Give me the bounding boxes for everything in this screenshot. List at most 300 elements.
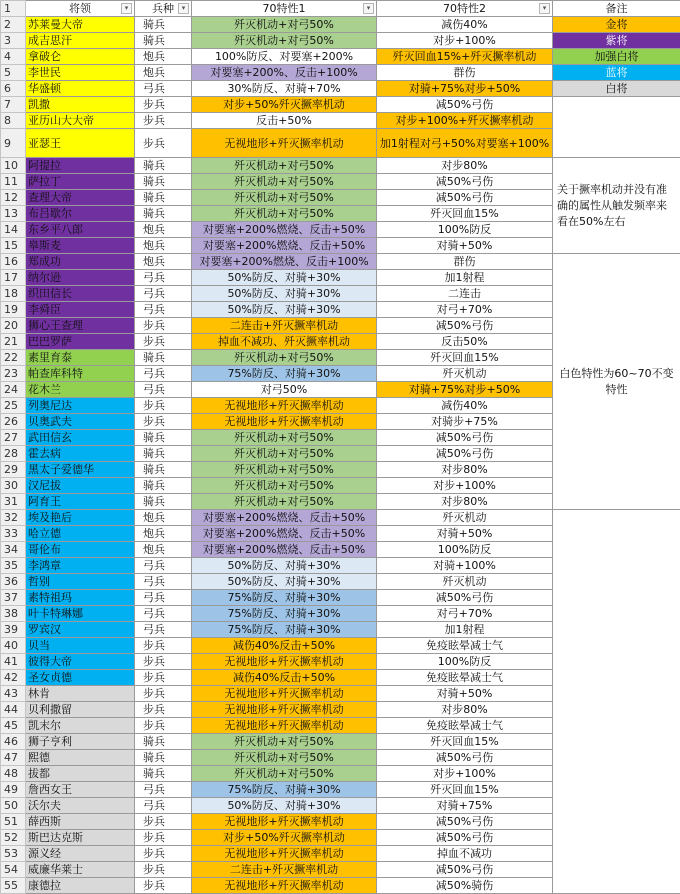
trait1-cell[interactable]: 掉血不减功、歼灭撅率机动 [192, 334, 377, 350]
table-row [1, 158, 680, 174]
row-number: 1 [1, 1, 26, 17]
general-name-cell[interactable]: 李世民 [26, 65, 135, 81]
troop-type-cell[interactable]: 步兵 [135, 638, 192, 654]
table-row [1, 81, 680, 97]
troop-type-cell[interactable]: 弓兵 [135, 286, 192, 302]
trait1-cell[interactable]: 75%防反、对骑+30% [192, 782, 377, 798]
row-number: 6 [1, 81, 26, 97]
general-name-cell[interactable]: 熙德 [26, 750, 135, 766]
trait1-cell[interactable]: 无视地形+歼灭撅率机动 [192, 702, 377, 718]
troop-type-cell[interactable]: 骑兵 [135, 462, 192, 478]
troop-type-cell[interactable]: 弓兵 [135, 270, 192, 286]
trait2-cell[interactable]: 加1射程对弓+50%对要塞+100% [377, 129, 553, 158]
general-name-cell[interactable]: 李鸿章 [26, 558, 135, 574]
trait2-cell[interactable]: 对骑+50% [377, 686, 553, 702]
trait2-cell[interactable]: 对骑+75%对步+50% [377, 81, 553, 97]
troop-type-cell[interactable]: 步兵 [135, 334, 192, 350]
general-name-cell[interactable]: 哈立德 [26, 526, 135, 542]
trait2-cell[interactable]: 反击50% [377, 334, 553, 350]
trait2-cell[interactable]: 100%防反 [377, 222, 553, 238]
filter-dropdown-icon[interactable]: ▾ [539, 3, 550, 14]
trait1-cell[interactable]: 无视地形+歼灭撅率机动 [192, 686, 377, 702]
table-row [1, 17, 680, 33]
trait1-cell[interactable]: 无视地形+歼灭撅率机动 [192, 814, 377, 830]
trait1-cell[interactable]: 无视地形+歼灭撅率机动 [192, 654, 377, 670]
trait1-cell[interactable]: 歼灭机动+对弓50% [192, 430, 377, 446]
trait1-cell[interactable]: 75%防反、对骑+30% [192, 590, 377, 606]
troop-type-cell[interactable]: 步兵 [135, 846, 192, 862]
general-name-cell[interactable]: 叶卡特琳娜 [26, 606, 135, 622]
trait1-cell[interactable]: 50%防反、对骑+30% [192, 574, 377, 590]
legend-cell[interactable]: 白将 [553, 81, 680, 97]
filter-dropdown-icon[interactable]: ▾ [363, 3, 374, 14]
trait1-cell[interactable]: 歼灭机动+对弓50% [192, 190, 377, 206]
troop-type-cell[interactable]: 炮兵 [135, 238, 192, 254]
troop-type-cell[interactable]: 弓兵 [135, 81, 192, 97]
row-number: 50 [1, 798, 26, 814]
general-name-cell[interactable]: 罗宾汉 [26, 622, 135, 638]
trait2-cell[interactable]: 对步80% [377, 702, 553, 718]
row-number: 33 [1, 526, 26, 542]
row-number: 45 [1, 718, 26, 734]
trait2-cell[interactable]: 对骑+100% [377, 558, 553, 574]
general-name-cell[interactable]: 沃尔夫 [26, 798, 135, 814]
row-number: 27 [1, 430, 26, 446]
general-name-cell[interactable]: 哲别 [26, 574, 135, 590]
general-name-cell[interactable]: 康德拉 [26, 878, 135, 894]
general-name-cell[interactable]: 拿破仑 [26, 49, 135, 65]
row-number: 40 [1, 638, 26, 654]
trait1-cell[interactable]: 歼灭机动+对弓50% [192, 462, 377, 478]
row-number: 26 [1, 414, 26, 430]
troop-type-cell[interactable]: 步兵 [135, 862, 192, 878]
row-number: 46 [1, 734, 26, 750]
trait1-cell[interactable]: 无视地形+歼灭撅率机动 [192, 718, 377, 734]
trait2-cell[interactable]: 免疫眩晕减士气 [377, 670, 553, 686]
trait1-cell[interactable]: 歼灭机动+对弓50% [192, 494, 377, 510]
row-number: 10 [1, 158, 26, 174]
general-name-cell[interactable]: 列奥尼达 [26, 398, 135, 414]
trait1-cell[interactable]: 无视地形+歼灭撅率机动 [192, 398, 377, 414]
trait2-cell[interactable]: 歼灭机动 [377, 366, 553, 382]
trait1-cell[interactable]: 50%防反、对骑+30% [192, 302, 377, 318]
troop-type-cell[interactable]: 弓兵 [135, 382, 192, 398]
row-number: 23 [1, 366, 26, 382]
row-number: 9 [1, 129, 26, 158]
trait1-cell[interactable]: 减伤40%反击+50% [192, 638, 377, 654]
row-number: 36 [1, 574, 26, 590]
trait1-cell[interactable]: 75%防反、对骑+30% [192, 366, 377, 382]
general-name-cell[interactable]: 东乡平八郎 [26, 222, 135, 238]
trait2-cell[interactable]: 免疫眩晕减士气 [377, 718, 553, 734]
trait1-cell[interactable]: 75%防反、对骑+30% [192, 622, 377, 638]
trait2-cell[interactable]: 减50%弓伤 [377, 190, 553, 206]
trait2-cell[interactable]: 对步+100% [377, 33, 553, 49]
trait1-cell[interactable]: 减伤40%反击+50% [192, 670, 377, 686]
trait1-cell[interactable]: 100%防反、对要塞+200% [192, 49, 377, 65]
trait2-cell[interactable]: 对骑+75% [377, 798, 553, 814]
row-number: 48 [1, 766, 26, 782]
general-name-cell[interactable]: 凯撒 [26, 97, 135, 113]
general-name-cell[interactable]: 圣女贞德 [26, 670, 135, 686]
trait2-cell[interactable]: 减50%弓伤 [377, 430, 553, 446]
troop-type-cell[interactable]: 弓兵 [135, 606, 192, 622]
trait2-cell[interactable]: 对步+100% [377, 766, 553, 782]
trait1-cell[interactable]: 无视地形+歼灭撅率机动 [192, 129, 377, 158]
row-number: 43 [1, 686, 26, 702]
header-trait2[interactable] [377, 1, 553, 17]
row-number: 54 [1, 862, 26, 878]
row-number: 25 [1, 398, 26, 414]
general-name-cell[interactable]: 黑太子爱德华 [26, 462, 135, 478]
general-name-cell[interactable]: 詹西女王 [26, 782, 135, 798]
header-row [1, 1, 680, 17]
general-name-cell[interactable]: 彼得大帝 [26, 654, 135, 670]
general-name-cell[interactable]: 汉尼拔 [26, 478, 135, 494]
row-number: 37 [1, 590, 26, 606]
troop-type-cell[interactable]: 弓兵 [135, 302, 192, 318]
general-name-cell[interactable]: 郑成功 [26, 254, 135, 270]
troop-type-cell[interactable]: 骑兵 [135, 350, 192, 366]
row-number: 39 [1, 622, 26, 638]
trait2-cell[interactable]: 100%防反 [377, 654, 553, 670]
trait1-cell[interactable]: 二连击+歼灭撅率机动 [192, 862, 377, 878]
header-type[interactable] [135, 1, 192, 17]
table-row [1, 510, 680, 526]
trait2-cell[interactable]: 对步+100% [377, 478, 553, 494]
troop-type-cell[interactable]: 步兵 [135, 830, 192, 846]
trait1-cell[interactable]: 50%防反、对骑+30% [192, 270, 377, 286]
trait2-cell[interactable]: 歼灭回血15% [377, 734, 553, 750]
trait2-cell[interactable]: 对骑+75%对步+50% [377, 382, 553, 398]
troop-type-cell[interactable]: 骑兵 [135, 494, 192, 510]
troop-type-cell[interactable]: 弓兵 [135, 366, 192, 382]
general-name-cell[interactable]: 阿提拉 [26, 158, 135, 174]
trait2-cell[interactable]: 减伤40% [377, 398, 553, 414]
general-name-cell[interactable]: 纳尔逊 [26, 270, 135, 286]
troop-type-cell[interactable]: 步兵 [135, 670, 192, 686]
header-note-label: 备注 [606, 2, 628, 15]
row-number: 32 [1, 510, 26, 526]
legend-cell[interactable]: 紫将 [553, 33, 680, 49]
troop-type-cell[interactable]: 炮兵 [135, 222, 192, 238]
general-name-cell[interactable]: 皋斯麦 [26, 238, 135, 254]
troop-type-cell[interactable]: 步兵 [135, 129, 192, 158]
troop-type-cell[interactable]: 步兵 [135, 878, 192, 894]
general-name-cell[interactable]: 苏莱曼大帝 [26, 17, 135, 33]
row-number: 2 [1, 17, 26, 33]
row-number: 7 [1, 97, 26, 113]
troop-type-cell[interactable]: 骑兵 [135, 478, 192, 494]
note-white-trait-text: 白色特性为60~70不变特性 [555, 366, 678, 398]
row-number: 35 [1, 558, 26, 574]
troop-type-cell[interactable]: 弓兵 [135, 782, 192, 798]
table-row [1, 97, 680, 113]
trait1-cell[interactable]: 歼灭机动+对弓50% [192, 766, 377, 782]
general-name-cell[interactable]: 源义经 [26, 846, 135, 862]
troop-type-cell[interactable]: 步兵 [135, 686, 192, 702]
row-number: 34 [1, 542, 26, 558]
row-number: 13 [1, 206, 26, 222]
trait2-cell[interactable]: 歼灭回血15% [377, 782, 553, 798]
troop-type-cell[interactable]: 骑兵 [135, 750, 192, 766]
note-empty-cell[interactable] [553, 510, 680, 894]
troop-type-cell[interactable]: 炮兵 [135, 65, 192, 81]
trait2-cell[interactable]: 对骑+50% [377, 238, 553, 254]
row-number: 42 [1, 670, 26, 686]
note-empty-cell[interactable] [553, 97, 680, 158]
row-number: 38 [1, 606, 26, 622]
general-name-cell[interactable]: 素特祖玛 [26, 590, 135, 606]
trait2-cell[interactable]: 对步80% [377, 462, 553, 478]
general-name-cell[interactable]: 华盛顿 [26, 81, 135, 97]
header-trait1[interactable] [192, 1, 377, 17]
header-note[interactable] [553, 1, 680, 17]
header-type-label: 兵种 [152, 2, 174, 15]
trait2-cell[interactable]: 歼灭回血15%+歼灭撅率机动 [377, 49, 553, 65]
trait2-cell[interactable]: 对步+100%+歼灭撅率机动 [377, 113, 553, 129]
trait1-cell[interactable]: 歼灭机动+对弓50% [192, 33, 377, 49]
trait2-cell[interactable]: 二连击 [377, 286, 553, 302]
table-row [1, 33, 680, 49]
troop-type-cell[interactable]: 炮兵 [135, 49, 192, 65]
trait1-cell[interactable]: 对要塞+200%燃烧、反击+100% [192, 254, 377, 270]
troop-type-cell[interactable]: 骑兵 [135, 190, 192, 206]
trait2-cell[interactable]: 对弓+70% [377, 606, 553, 622]
trait2-cell[interactable]: 减50%弓伤 [377, 590, 553, 606]
trait2-cell[interactable]: 对弓+70% [377, 302, 553, 318]
trait1-cell[interactable]: 对要塞+200%燃烧、反击+50% [192, 526, 377, 542]
table-row [1, 65, 680, 81]
trait2-cell[interactable]: 减50%弓伤 [377, 814, 553, 830]
trait1-cell[interactable]: 歼灭机动+对弓50% [192, 206, 377, 222]
troop-type-cell[interactable]: 炮兵 [135, 526, 192, 542]
trait2-cell[interactable]: 减50%弓伤 [377, 830, 553, 846]
trait1-cell[interactable]: 无视地形+歼灭撅率机动 [192, 414, 377, 430]
trait2-cell[interactable]: 对步80% [377, 494, 553, 510]
trait1-cell[interactable]: 歼灭机动+对弓50% [192, 17, 377, 33]
general-name-cell[interactable]: 埃及艳后 [26, 510, 135, 526]
row-number: 3 [1, 33, 26, 49]
row-number: 12 [1, 190, 26, 206]
trait1-cell[interactable]: 50%防反、对骑+30% [192, 286, 377, 302]
troop-type-cell[interactable]: 骑兵 [135, 17, 192, 33]
general-name-cell[interactable]: 林肯 [26, 686, 135, 702]
troop-type-cell[interactable]: 骑兵 [135, 446, 192, 462]
table-row [1, 254, 680, 270]
row-number: 8 [1, 113, 26, 129]
trait2-cell[interactable]: 对骑步+75% [377, 414, 553, 430]
trait2-cell[interactable]: 减50%弓伤 [377, 174, 553, 190]
general-name-cell[interactable]: 凯末尔 [26, 718, 135, 734]
general-name-cell[interactable]: 萨拉丁 [26, 174, 135, 190]
trait2-cell[interactable]: 加1射程 [377, 270, 553, 286]
note-frequency-text: 关于撅率机动并没有准确的属性从触发频率来看在50%左右 [555, 182, 678, 230]
general-name-cell[interactable]: 拔都 [26, 766, 135, 782]
trait2-cell[interactable]: 群伤 [377, 254, 553, 270]
row-number: 31 [1, 494, 26, 510]
troop-type-cell[interactable]: 步兵 [135, 398, 192, 414]
trait1-cell[interactable]: 歼灭机动+对弓50% [192, 174, 377, 190]
troop-type-cell[interactable]: 步兵 [135, 97, 192, 113]
trait2-cell[interactable]: 减50%弓伤 [377, 862, 553, 878]
troop-type-cell[interactable]: 步兵 [135, 414, 192, 430]
trait1-cell[interactable]: 二连击+歼灭撅率机动 [192, 318, 377, 334]
row-number: 15 [1, 238, 26, 254]
filter-dropdown-icon[interactable]: ▾ [178, 3, 189, 14]
general-name-cell[interactable]: 巴巴罗萨 [26, 334, 135, 350]
troop-type-cell[interactable]: 步兵 [135, 814, 192, 830]
trait2-cell[interactable]: 加1射程 [377, 622, 553, 638]
general-name-cell[interactable]: 斯巴达克斯 [26, 830, 135, 846]
general-name-cell[interactable]: 阿育王 [26, 494, 135, 510]
trait1-cell[interactable]: 无视地形+歼灭撅率机动 [192, 878, 377, 894]
general-name-cell[interactable]: 贝奥武夫 [26, 414, 135, 430]
troop-type-cell[interactable]: 骑兵 [135, 766, 192, 782]
troop-type-cell[interactable]: 步兵 [135, 702, 192, 718]
troop-type-cell[interactable]: 步兵 [135, 113, 192, 129]
troop-type-cell[interactable]: 骑兵 [135, 430, 192, 446]
trait1-cell[interactable]: 对要塞+200%燃烧、反击+50% [192, 542, 377, 558]
trait1-cell[interactable]: 对步+50%歼灭撅率机动 [192, 830, 377, 846]
general-name-cell[interactable]: 成吉思汗 [26, 33, 135, 49]
trait1-cell[interactable]: 歼灭机动+对弓50% [192, 446, 377, 462]
trait2-cell[interactable]: 减50%弓伤 [377, 318, 553, 334]
note-cell-white-trait[interactable] [553, 254, 680, 510]
general-name-cell[interactable]: 霍去病 [26, 446, 135, 462]
general-name-cell[interactable]: 花木兰 [26, 382, 135, 398]
trait1-cell[interactable]: 无视地形+歼灭撅率机动 [192, 846, 377, 862]
trait2-cell[interactable]: 减50%弓伤 [377, 97, 553, 113]
general-name-cell[interactable]: 亚瑟王 [26, 129, 135, 158]
row-number: 24 [1, 382, 26, 398]
trait2-cell[interactable]: 歼灭回血15% [377, 350, 553, 366]
general-name-cell[interactable]: 狮子亨利 [26, 734, 135, 750]
trait1-cell[interactable]: 歼灭机动+对弓50% [192, 750, 377, 766]
trait2-cell[interactable]: 减50%骑伤 [377, 878, 553, 894]
general-name-cell[interactable]: 李舜臣 [26, 302, 135, 318]
trait1-cell[interactable]: 对要塞+200%燃烧、反击+50% [192, 238, 377, 254]
trait1-cell[interactable]: 50%防反、对骑+30% [192, 798, 377, 814]
row-number: 29 [1, 462, 26, 478]
trait1-cell[interactable]: 50%防反、对骑+30% [192, 558, 377, 574]
row-number: 28 [1, 446, 26, 462]
trait1-cell[interactable]: 歼灭机动+对弓50% [192, 478, 377, 494]
trait2-cell[interactable]: 减50%弓伤 [377, 446, 553, 462]
trait1-cell[interactable]: 反击+50% [192, 113, 377, 129]
legend-cell[interactable]: 加强白将 [553, 49, 680, 65]
trait2-cell[interactable]: 100%防反 [377, 542, 553, 558]
row-number: 16 [1, 254, 26, 270]
troop-type-cell[interactable]: 弓兵 [135, 798, 192, 814]
trait2-cell[interactable]: 减伤40% [377, 17, 553, 33]
troop-type-cell[interactable]: 弓兵 [135, 622, 192, 638]
row-number: 20 [1, 318, 26, 334]
troop-type-cell[interactable]: 步兵 [135, 318, 192, 334]
row-number: 49 [1, 782, 26, 798]
trait1-cell[interactable]: 对要塞+200%燃烧、反击+50% [192, 510, 377, 526]
trait2-cell[interactable]: 对步80% [377, 158, 553, 174]
troop-type-cell[interactable]: 步兵 [135, 654, 192, 670]
troop-type-cell[interactable]: 弓兵 [135, 558, 192, 574]
table-row [1, 49, 680, 65]
trait1-cell[interactable]: 75%防反、对骑+30% [192, 606, 377, 622]
row-number: 44 [1, 702, 26, 718]
note-cell-frequency[interactable] [553, 158, 680, 254]
general-name-cell[interactable]: 薛西斯 [26, 814, 135, 830]
row-number: 47 [1, 750, 26, 766]
header-name[interactable] [26, 1, 135, 17]
general-name-cell[interactable]: 亚历山大大帝 [26, 113, 135, 129]
troop-type-cell[interactable]: 骑兵 [135, 734, 192, 750]
general-name-cell[interactable]: 武田信玄 [26, 430, 135, 446]
troop-type-cell[interactable]: 骑兵 [135, 206, 192, 222]
row-number: 30 [1, 478, 26, 494]
troop-type-cell[interactable]: 骑兵 [135, 158, 192, 174]
trait1-cell[interactable]: 30%防反、对骑+70% [192, 81, 377, 97]
trait2-cell[interactable]: 对骑+50% [377, 526, 553, 542]
general-name-cell[interactable]: 贝利撒留 [26, 702, 135, 718]
trait2-cell[interactable]: 免疫眩晕减士气 [377, 638, 553, 654]
general-name-cell[interactable]: 威廉华莱士 [26, 862, 135, 878]
general-name-cell[interactable]: 贝当 [26, 638, 135, 654]
troop-type-cell[interactable]: 炮兵 [135, 254, 192, 270]
troop-type-cell[interactable]: 炮兵 [135, 510, 192, 526]
general-name-cell[interactable]: 织田信长 [26, 286, 135, 302]
row-number: 18 [1, 286, 26, 302]
trait1-cell[interactable]: 对要塞+200%燃烧、反击+50% [192, 222, 377, 238]
trait2-cell[interactable]: 歼灭机动 [377, 574, 553, 590]
trait1-cell[interactable]: 对弓50% [192, 382, 377, 398]
troop-type-cell[interactable]: 弓兵 [135, 590, 192, 606]
trait1-cell[interactable]: 歼灭机动+对弓50% [192, 158, 377, 174]
header-name-label: 将领 [69, 2, 91, 15]
trait2-cell[interactable]: 群伤 [377, 65, 553, 81]
trait2-cell[interactable]: 歼灭机动 [377, 510, 553, 526]
general-name-cell[interactable]: 帕查库科特 [26, 366, 135, 382]
troop-type-cell[interactable]: 炮兵 [135, 542, 192, 558]
legend-cell[interactable]: 蓝将 [553, 65, 680, 81]
trait2-cell[interactable]: 歼灭回血15% [377, 206, 553, 222]
general-name-cell[interactable]: 布吕歇尔 [26, 206, 135, 222]
trait1-cell[interactable]: 对要塞+200%、反击+100% [192, 65, 377, 81]
troop-type-cell[interactable]: 步兵 [135, 718, 192, 734]
trait2-cell[interactable]: 掉血不减功 [377, 846, 553, 862]
row-number: 19 [1, 302, 26, 318]
row-number: 22 [1, 350, 26, 366]
troop-type-cell[interactable]: 骑兵 [135, 174, 192, 190]
general-name-cell[interactable]: 查理大帝 [26, 190, 135, 206]
general-name-cell[interactable]: 狮心王查理 [26, 318, 135, 334]
row-number: 5 [1, 65, 26, 81]
row-number: 14 [1, 222, 26, 238]
row-number: 17 [1, 270, 26, 286]
row-number: 55 [1, 878, 26, 894]
trait2-cell[interactable]: 减50%弓伤 [377, 750, 553, 766]
trait1-cell[interactable]: 对步+50%歼灭撅率机动 [192, 97, 377, 113]
trait1-cell[interactable]: 歼灭机动+对弓50% [192, 734, 377, 750]
trait1-cell[interactable]: 歼灭机动+对弓50% [192, 350, 377, 366]
row-number: 41 [1, 654, 26, 670]
troop-type-cell[interactable]: 弓兵 [135, 574, 192, 590]
row-number: 52 [1, 830, 26, 846]
row-number: 4 [1, 49, 26, 65]
legend-cell[interactable]: 金将 [553, 17, 680, 33]
filter-dropdown-icon[interactable]: ▾ [121, 3, 132, 14]
troop-type-cell[interactable]: 骑兵 [135, 33, 192, 49]
general-name-cell[interactable]: 素里育泰 [26, 350, 135, 366]
general-name-cell[interactable]: 哥伦布 [26, 542, 135, 558]
